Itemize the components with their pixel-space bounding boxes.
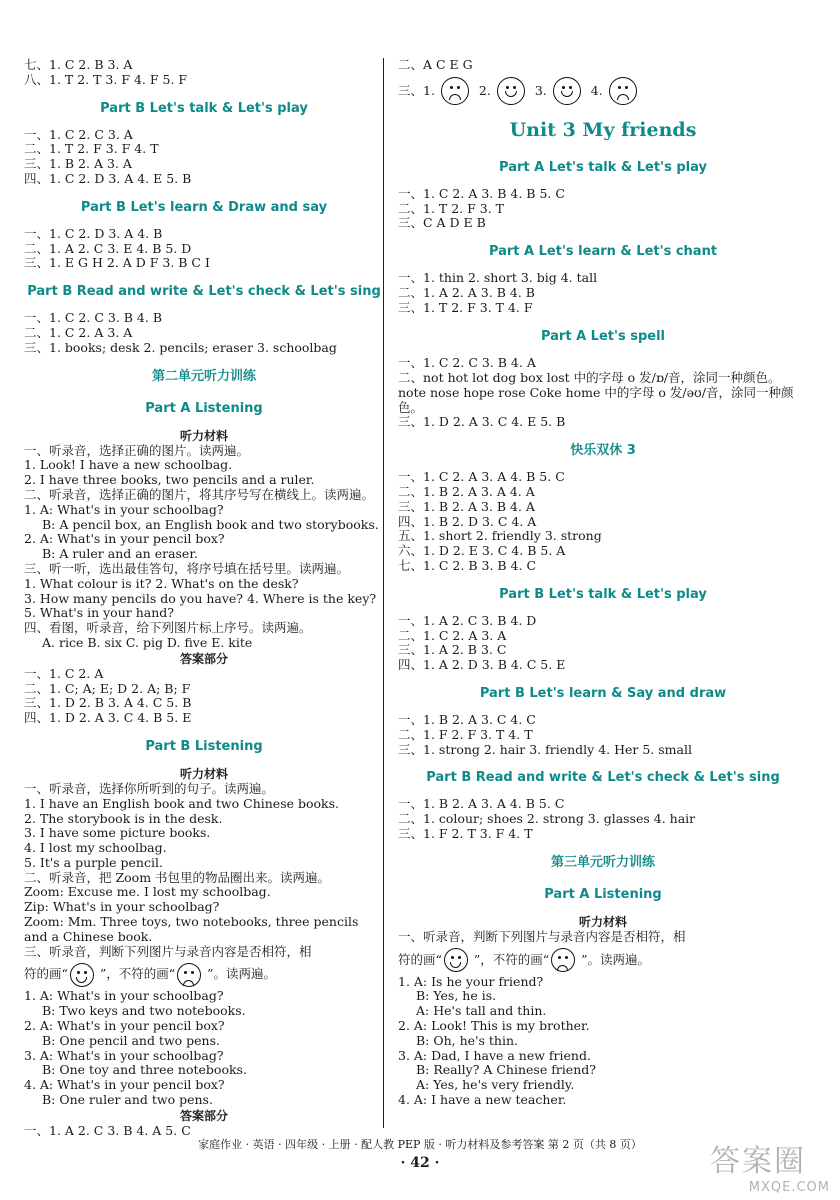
text-line: 2. A: What's in your pencil box? [24,531,225,547]
text-line: 3. A: Dad, I have a new friend. [398,1047,591,1063]
section-heading: Part B Let's learn & Say and draw [479,685,727,701]
text-line: 七、1. C 2. B 3. B 4. C [398,557,537,573]
sad-face-icon [441,77,469,105]
text-line: 三、C A D E B [398,215,486,231]
listening-material [24,782,384,945]
watermark-text: 答案圈 [710,1144,806,1179]
text-line: B: One toy and three notebooks. [42,1062,247,1078]
text-line: 四、1. C 2. D 3. A 4. E 5. B [24,170,192,186]
instruction-line: 一、听录音，判断下列图片与录音内容是否相符，相 [398,928,686,944]
text-line: 二、1. colour; shoes 2. strong 3. glasses 4. hair [398,811,696,827]
text-line: 六、1. D 2. E 3. C 4. B 5. A [398,543,566,559]
answer-label: 3. [534,82,547,98]
text-line: 三、1. A 2. B 3. C [398,642,507,658]
text-line: B: A pencil box, an English book and two storybooks. [42,516,379,532]
answer-block [398,271,808,315]
listening-material [24,989,384,1107]
text-line: A: He's tall and thin. [416,1003,547,1019]
unit-title: Unit 3 My friends [509,118,697,141]
text-line: 一、1. B 2. A 3. C 4. C [398,711,536,727]
text-line: 八、1. T 2. T 3. F 4. F 5. F [24,71,188,87]
text-line: 二、1. A 2. C 3. E 4. B 5. D [24,240,192,256]
text-line: 2. I have three books, two pencils and a ruler. [24,472,315,488]
subheading: 答案部分 [179,651,228,666]
instruction-text: ”。读两遍。 [581,951,651,967]
answer-label: 2. [478,82,491,98]
answer-label: 4. [590,82,603,98]
text-line: B: One ruler and two pens. [42,1092,213,1108]
text-line: B: One pencil and two pens. [42,1032,220,1048]
listening-material [24,444,384,651]
smiley-face-icon [444,948,468,972]
left-column [24,58,384,1139]
text-line: and a Chinese book. [24,928,153,944]
text-line: B: Two keys and two notebooks. [42,1003,246,1019]
subheading: 听力材料 [179,428,228,443]
sad-face-icon [609,77,637,105]
text-line: B: Oh, he's thin. [416,1032,518,1048]
section-heading: Part A Let's learn & Let's chant [488,244,718,260]
instruction-line [24,959,384,989]
text-line: 三、听一听，选出最佳答句，将序号填在括号里。读两遍。 [24,560,350,576]
section-heading: Part B Let's learn & Draw and say [80,199,328,215]
text-line: 二、1. T 2. F 3. T [398,200,504,216]
smiley-face-icon [553,77,581,105]
text-line: 三、1. T 2. F 3. T 4. F [398,299,533,315]
answer-block [24,667,384,726]
subheading: 答案部分 [179,1108,228,1123]
text-line: 5. What's in your hand? [24,605,174,621]
instruction-line [398,945,808,975]
text-line: 4. A: I have a new teacher. [398,1091,567,1107]
text-line: 一、1. C 2. D 3. A 4. B [24,225,163,241]
text-line: 一、1. A 2. C 3. B 4. D [398,612,537,628]
sad-face-icon [177,963,201,987]
text-line: 三、1. E G H 2. A D F 3. B C I [24,255,210,271]
text-line: 三、1. B 2. A 3. B 4. A [398,498,535,514]
text-line: 3. I have some picture books. [24,825,211,841]
listening-material [398,975,808,1108]
text-line: 三、1. D 2. A 3. C 4. E 5. B [398,414,566,430]
sad-face-icon [551,948,575,972]
text-line: 一、1. C 2. C 3. A [24,126,133,142]
text-line: 一、1. C 2. C 3. B 4. A [398,354,536,370]
text-line: 二、1. B 2. A 3. A 4. A [398,483,535,499]
text-line: 二、1. C; A; E; D 2. A; B; F [24,680,191,696]
answer-block [398,614,808,673]
text-line: 一、1. C 2. A 3. B 4. B 5. C [398,185,565,201]
text-line: B: A ruler and an eraser. [42,546,198,562]
text-line: B: Really? A Chinese friend? [416,1062,596,1078]
text-line: 五、1. short 2. friendly 3. strong [398,528,602,544]
answer-block [24,227,384,271]
text-line: 一、1. thin 2. short 3. big 4. tall [398,270,598,286]
section-heading: Part A Listening [145,400,263,416]
text-line: 二、1. C 2. A 3. A [24,324,133,340]
answer-block [398,470,808,574]
instruction-text: 符的画“ [398,951,442,967]
text-line: 二、听录音，选择正确的图片，将其序号写在横线上。读两遍。 [24,486,375,502]
text-line: 4. A: What's in your pencil box? [24,1077,225,1093]
answer-block [398,415,808,430]
subheading: 听力材料 [179,766,228,781]
watermark-logo [710,1136,830,1194]
instruction-text: ”。读两遍。 [207,966,277,982]
unit-listening-heading: 第三单元听力训练 [550,854,655,870]
text-line: A: Yes, he's very friendly. [416,1077,575,1093]
section-heading: Part B Let's talk & Let's play [100,100,308,116]
text-line: A. rice B. six C. pig D. five E. kite [42,634,253,650]
text-line: 4. I lost my schoolbag. [24,840,167,856]
text-line: 3. How many pencils do you have? 4. Where is the key? [24,590,377,606]
text-line: 2. A: Look! This is my brother. [398,1017,590,1033]
subheading: 听力材料 [578,914,627,929]
section-heading: Part B Read and write & Let's check & Let's sing [27,284,381,300]
answer-block [398,356,808,371]
text-line: 二、1. C 2. A 3. A [398,627,507,643]
answer-block [398,187,808,231]
section-heading: Part B Read and write & Let's check & Let's sing [426,770,780,786]
text-line: 1. Look! I have a new schoolbag. [24,457,233,473]
section-heading: Part B Let's talk & Let's play [499,586,707,602]
answer-paragraph: note nose hope rose Coke home 中的字母 o 发/əʊ/音，涂同一种颜色。 [398,385,794,416]
text-line: 三、1. books; desk 2. pencils; eraser 3. schoolbag [24,339,337,355]
section-heading: Part A Listening [544,886,662,902]
answer-block [398,713,808,757]
text-line: 1. A: Is he your friend? [398,973,544,989]
text-line: Zip: What's in your schoolbag? [24,899,220,915]
text-line: 一、1. C 2. C 3. B 4. B [24,310,163,326]
text-line: 三、1. strong 2. hair 3. friendly 4. Her 5. small [398,741,692,757]
section-heading: 快乐双休 3 [570,443,636,459]
answer-block [24,128,384,187]
text-line: 四、1. B 2. D 3. C 4. A [398,513,537,529]
text-line: 1. What colour is it? 2. What's on the desk? [24,575,299,591]
answer-block [24,311,384,355]
text-line: 二、1. A 2. A 3. B 4. B [398,284,535,300]
text-line: B: Yes, he is. [416,988,497,1004]
text-line: 2. The storybook is in the desk. [24,810,223,826]
answer-paragraph: 二、not hot lot dog box lost 中的字母 o 发/ɒ/音，涂同一种颜色。 [398,370,781,386]
text-line: 一、听录音，选择你所听到的句子。读两遍。 [24,780,275,796]
text-line: 一、1. C 2. A [24,665,104,681]
unit-listening-heading: 第二单元听力训练 [151,368,256,384]
answer-block [24,58,384,88]
answer-label: 三、1. [398,82,435,98]
instruction-text: ”，不符的画“ [99,966,176,982]
text-line: Zoom: Mm. Three toys, two notebooks, three pencils [24,914,359,930]
page-number: · 42 · [400,1155,440,1171]
section-heading: Part A Let's spell [540,328,666,344]
instruction-text: 符的画“ [24,966,68,982]
section-heading: Part A Let's talk & Let's play [499,159,707,175]
instruction-text: ”，不符的画“ [473,951,550,967]
text-line: 二、1. F 2. F 3. T 4. T [398,726,533,742]
text-line: 一、1. A 2. C 3. B 4. A 5. C [24,1122,191,1138]
text-line: 四、1. A 2. D 3. B 4. C 5. E [398,657,566,673]
text-line: 二、1. T 2. F 3. F 4. T [24,141,159,157]
text-line: 三、1. B 2. A 3. A [24,156,132,172]
text-line: 1. A: What's in your schoolbag? [24,501,224,517]
text-line: 三、1. F 2. T 3. F 4. T [398,825,533,841]
text-line: 一、听录音，选择正确的图片。读两遍。 [24,442,250,458]
faces-answer-row [398,73,808,109]
smiley-face-icon [497,77,525,105]
text-line: 四、看图，听录音，给下列图片标上序号。读两遍。 [24,620,312,636]
smiley-face-icon [70,963,94,987]
text-line: 5. It's a purple pencil. [24,854,163,870]
page-footer: 家庭作业 · 英语 · 四年级 · 上册 · 配人教 PEP 版 · 听力材料及参考答案 第 2 页（共 8 页） [198,1138,642,1151]
text-line: 3. A: What's in your schoolbag? [24,1047,224,1063]
text-line: 三、1. D 2. B 3. A 4. C 5. B [24,695,192,711]
text-line: 四、1. D 2. A 3. C 4. B 5. E [24,710,192,726]
text-line: 二、听录音，把 Zoom 书包里的物品圈出来。读两遍。 [24,869,331,885]
text-line: 一、1. B 2. A 3. A 4. B 5. C [398,796,565,812]
text-line: 一、1. C 2. A 3. A 4. B 5. C [398,469,565,485]
text-line: 1. I have an English book and two Chinese books. [24,795,339,811]
answer-block [398,797,808,841]
section-heading: Part B Listening [145,738,263,754]
instruction-line: 三、听录音，判断下列图片与录音内容是否相符，相 [24,943,312,959]
watermark-url: MXQE.COM [748,1180,830,1195]
text-line: Zoom: Excuse me. I lost my schoolbag. [24,884,271,900]
text-line: 2. A: What's in your pencil box? [24,1018,225,1034]
text-line: 七、1. C 2. B 3. A [24,57,133,72]
answer-line: 二、A C E G [398,57,473,72]
text-line: 1. A: What's in your schoolbag? [24,988,224,1004]
right-column [398,58,808,1108]
